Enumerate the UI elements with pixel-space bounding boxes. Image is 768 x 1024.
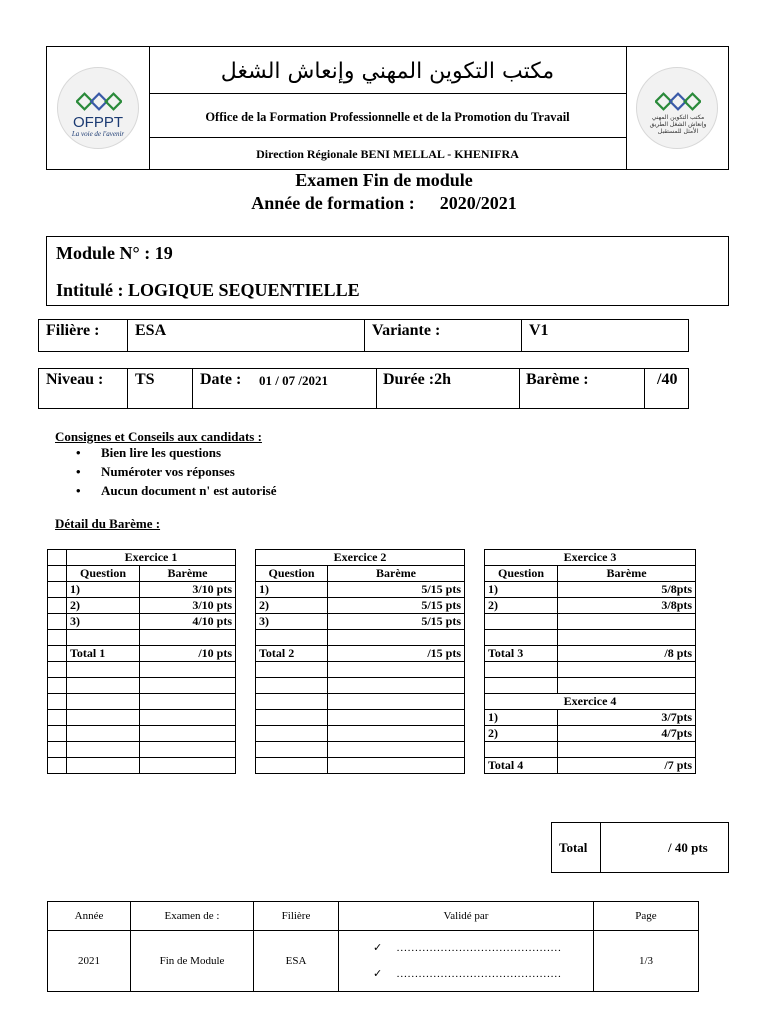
footer-header: Examen de : <box>131 902 254 931</box>
table-row <box>48 694 696 710</box>
signature-line <box>373 961 593 987</box>
bareme-table <box>47 549 696 774</box>
cell-divider <box>376 369 377 408</box>
points-cell: 4/10 pts <box>140 614 236 630</box>
points-cell: 5/15 pts <box>328 614 465 630</box>
filiere-value: ESA <box>135 322 167 339</box>
footer-valide-par <box>339 931 594 992</box>
date-label: Date : <box>200 371 242 388</box>
col-question: Question <box>485 566 558 582</box>
check-icon: ✓ <box>373 968 383 980</box>
consigne-text: Numéroter vos réponses <box>101 464 235 479</box>
variante-label: Variante : <box>372 322 441 339</box>
filiere-row <box>38 319 689 352</box>
table-row <box>48 902 699 931</box>
footer-page: 1/3 <box>594 931 699 992</box>
exercice-title: Exercice 3 <box>485 550 696 566</box>
grand-total-box <box>551 822 729 873</box>
question-cell: 2) <box>485 598 558 614</box>
col-question: Question <box>67 566 140 582</box>
logo-brand: OFPPT <box>72 114 123 131</box>
module-number: Module N° : 19 <box>56 243 173 263</box>
consigne-item: • Numéroter vos réponses <box>76 464 235 479</box>
table-row <box>48 678 696 694</box>
question-cell: 2) <box>67 598 140 614</box>
exam-title: Examen Fin de module <box>295 170 473 190</box>
total-label: Total 1 <box>67 646 140 662</box>
points-cell: 3/8pts <box>558 598 696 614</box>
table-row <box>48 758 696 774</box>
variante-value: V1 <box>529 322 549 339</box>
footer-annee: 2021 <box>48 931 131 992</box>
points-cell: 5/15 pts <box>328 582 465 598</box>
points-cell: 3/10 pts <box>140 598 236 614</box>
logo-tagline: La voie de l'avenir <box>71 130 125 138</box>
table-row <box>48 646 696 662</box>
table-row <box>48 742 696 758</box>
grand-total-value: / 40 pts <box>668 840 708 855</box>
consigne-text: Aucun document n' est autorisé <box>101 483 277 498</box>
consigne-item: • Bien lire les questions <box>76 445 222 460</box>
niveau-row <box>38 368 689 409</box>
footer-header: Page <box>594 902 699 931</box>
points-cell: 5/15 pts <box>328 598 465 614</box>
table-row <box>48 550 696 566</box>
bareme-value: /40 <box>657 371 678 388</box>
cell-divider <box>521 320 522 351</box>
table-row <box>48 710 696 726</box>
bareme-label: Barème : <box>526 371 589 388</box>
diamonds-icon <box>655 92 701 112</box>
col-bareme: Barème <box>140 566 236 582</box>
cell-divider <box>644 369 645 408</box>
ofppt-logo-left <box>57 67 139 149</box>
total-value: /8 pts <box>558 646 696 662</box>
total-label: Total 3 <box>485 646 558 662</box>
header-rule <box>149 93 626 94</box>
consignes-title: Consignes et Conseils aux candidats : <box>55 429 262 444</box>
points-cell: 3/7pts <box>558 710 696 726</box>
consigne-text: Bien lire les questions <box>101 445 222 460</box>
total-divider <box>600 823 601 872</box>
duree: Durée :2h <box>383 371 451 388</box>
office-name: Office de la Formation Professionnelle et de la Promotion du Travail <box>205 110 570 124</box>
date-value: 01 / 07 /2021 <box>259 373 328 388</box>
direction-regionale: Direction Régionale BENI MELLAL - KHENIFRA <box>256 147 519 161</box>
exercice-title: Exercice 4 <box>485 694 696 710</box>
module-title: Intitulé : LOGIQUE SEQUENTIELLE <box>56 280 360 300</box>
question-cell: 1) <box>67 582 140 598</box>
year-value: 2020/2021 <box>439 193 517 213</box>
dotted-line: ……………………………………… <box>396 942 562 954</box>
diamonds-icon <box>76 92 122 112</box>
points-cell: 5/8pts <box>558 582 696 598</box>
signature-line <box>373 935 593 961</box>
table-row <box>48 582 696 598</box>
cell-divider <box>519 369 520 408</box>
module-box <box>46 236 729 306</box>
question-cell: 1) <box>256 582 328 598</box>
table-row <box>48 614 696 630</box>
footer-header: Année <box>48 902 131 931</box>
arabic-title: مكتب التكوين المهني وإنعاش الشغل <box>220 59 555 84</box>
points-cell: 3/10 pts <box>140 582 236 598</box>
total-value: /7 pts <box>558 758 696 774</box>
question-cell: 2) <box>256 598 328 614</box>
table-row <box>48 566 696 582</box>
exercice-title: Exercice 2 <box>256 550 465 566</box>
footer-header: Validé par <box>339 902 594 931</box>
footer-filiere: ESA <box>254 931 339 992</box>
cell-divider <box>192 369 193 408</box>
col-question: Question <box>256 566 328 582</box>
col-bareme: Barème <box>558 566 696 582</box>
table-row <box>48 630 696 646</box>
cell-divider <box>127 320 128 351</box>
footer-table <box>47 901 699 992</box>
col-bareme: Barème <box>328 566 465 582</box>
niveau-label: Niveau : <box>46 371 104 388</box>
footer-header: Filière <box>254 902 339 931</box>
total-label: Total 2 <box>256 646 328 662</box>
question-cell: 1) <box>485 710 558 726</box>
total-value: /15 pts <box>328 646 465 662</box>
question-cell: 3) <box>67 614 140 630</box>
exam-year <box>0 193 768 214</box>
table-row <box>48 726 696 742</box>
points-cell: 4/7pts <box>558 726 696 742</box>
detail-bareme-title: Détail du Barème : <box>55 516 161 531</box>
table-row <box>48 598 696 614</box>
header-box <box>46 46 729 170</box>
consigne-item: • Aucun document n' est autorisé <box>76 483 277 498</box>
header-rule <box>149 137 626 138</box>
total-value: /10 pts <box>140 646 236 662</box>
dotted-line: ……………………………………… <box>396 968 562 980</box>
question-cell: 3) <box>256 614 328 630</box>
grand-total-label: Total <box>559 840 588 855</box>
check-icon: ✓ <box>373 942 383 954</box>
table-row <box>48 931 699 992</box>
cell-divider <box>127 369 128 408</box>
niveau-value: TS <box>135 371 155 388</box>
table-row <box>48 662 696 678</box>
filiere-label: Filière : <box>46 322 100 339</box>
cell-divider <box>364 320 365 351</box>
header-divider <box>626 47 627 169</box>
ofppt-logo-right <box>636 67 718 149</box>
question-cell: 2) <box>485 726 558 742</box>
exercice-title: Exercice 1 <box>67 550 236 566</box>
question-cell: 1) <box>485 582 558 598</box>
year-label: Année de formation : <box>251 193 415 213</box>
logo-arabic-text: مكتب التكوين المهني وإنعاش الشغل الطريق الأمثل للمستقبل <box>649 114 707 135</box>
total-label: Total 4 <box>485 758 558 774</box>
footer-examen: Fin de Module <box>131 931 254 992</box>
